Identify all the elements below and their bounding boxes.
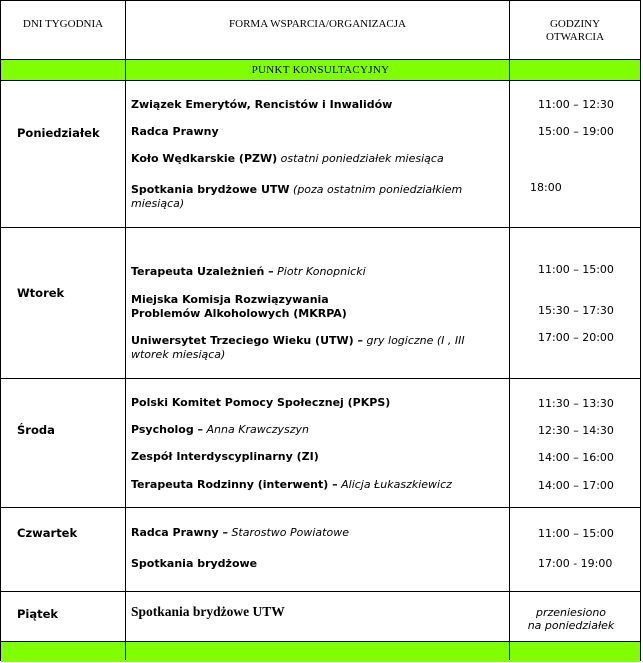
row-divider: [1, 641, 640, 642]
entry-name: Radca Prawny: [131, 125, 219, 138]
row-divider: [1, 80, 640, 81]
entry-name: Polski Komitet Pomocy Społecznej (PKPS): [131, 396, 391, 409]
hours-thu1: 11:00 – 15:00: [538, 527, 614, 540]
entry-note: Piotr Konopnicki: [277, 265, 366, 278]
entry-wed1: [131, 396, 491, 410]
entry-fri1: [131, 605, 491, 620]
entry-name: Zespół Interdyscyplinarny (ZI): [131, 450, 319, 463]
entry-mon2: [131, 125, 491, 139]
entry-note: (poza ostatnim poniedziałkiem miesiąca): [131, 183, 463, 210]
entry-name: Uniwersytet Trzeciego Wieku (UTW) –: [131, 334, 363, 347]
hours-thu2: 17:00 - 19:00: [538, 557, 613, 570]
header-days: DNI TYGODNIA: [22, 18, 104, 30]
column-divider: [125, 1, 126, 660]
header-form: FORMA WSPARCIA/ORGANIZACJA: [229, 18, 406, 30]
hours-tue2: 15:30 – 17:30: [538, 304, 614, 317]
hours-wed1: 11:30 – 13:30: [538, 397, 614, 410]
header-hours-line2: OTWARCIA: [545, 31, 605, 43]
entry-name: Koło Wędkarskie (PZW): [131, 152, 278, 165]
hours-mon4: 18:00: [530, 181, 562, 194]
entry-tue2: [131, 293, 361, 321]
footer-band: [1, 642, 640, 662]
header-hours-line1: GODZINY: [549, 18, 601, 30]
entry-wed3: [131, 450, 491, 464]
entry-mon1: [131, 98, 491, 112]
row-divider: [1, 507, 640, 508]
entry-mon4: [131, 183, 481, 211]
entry-wed2: [131, 423, 491, 437]
day-tuesday: Wtorek: [17, 286, 65, 300]
column-divider: [509, 1, 510, 660]
moved-line1: przeniesiono: [535, 606, 607, 619]
entry-thu1: [131, 526, 491, 540]
entry-name: Psycholog –: [131, 423, 204, 436]
hours-wed2: 12:30 – 14:30: [538, 424, 614, 437]
entry-name: Spotkania brydżowe UTW: [131, 604, 285, 619]
hours-tue1: 11:00 – 15:00: [538, 263, 614, 276]
hours-fri1: [513, 606, 629, 632]
entry-note: Alicja Łukaszkiewicz: [341, 478, 452, 491]
day-wednesday: Środa: [17, 423, 55, 437]
hours-tue3: 17:00 – 20:00: [538, 331, 614, 344]
entry-thu2: [131, 557, 491, 571]
hours-mon2: 15:00 – 19:00: [538, 125, 614, 138]
entry-tue3: [131, 334, 491, 362]
entry-note: gry logiczne (I , III wtorek miesiąca): [131, 334, 465, 361]
entry-tue1: [131, 265, 491, 279]
header-hours: [510, 18, 640, 44]
entry-note: ostatni poniedziałek miesiąca: [280, 152, 444, 165]
day-friday: Piątek: [17, 607, 59, 621]
row-divider: [1, 227, 640, 228]
hours-mon1: 11:00 – 12:30: [538, 98, 614, 111]
hours-wed4: 14:00 – 17:00: [538, 479, 614, 492]
entry-note: Starostwo Powiatowe: [231, 526, 349, 539]
row-divider: [1, 378, 640, 379]
entry-name: Terapeuta Rodzinny (interwent) –: [131, 478, 338, 491]
entry-name: Spotkania brydżowe UTW: [131, 183, 290, 196]
entry-name: Spotkania brydżowe: [131, 557, 258, 570]
entry-name: Miejska Komisja Rozwiązywania Problemów Alkoholowych (MKRPA): [131, 293, 347, 320]
entry-note: Anna Krawczyszyn: [206, 423, 310, 436]
moved-line2: na poniedziałek: [527, 619, 615, 632]
entry-name: Terapeuta Uzależnień –: [131, 265, 274, 278]
entry-name: Radca Prawny –: [131, 526, 228, 539]
day-thursday: Czwartek: [17, 526, 78, 540]
entry-wed4: [131, 478, 491, 492]
day-monday: Poniedziałek: [17, 126, 100, 140]
row-divider: [1, 591, 640, 592]
section-banner: PUNKT KONSULTACYJNY: [251, 64, 390, 76]
row-divider: [1, 59, 640, 60]
entry-name: Związek Emerytów, Rencistów i Inwalidów: [131, 98, 393, 111]
entry-mon3: [131, 152, 491, 166]
hours-wed3: 14:00 – 16:00: [538, 451, 614, 464]
